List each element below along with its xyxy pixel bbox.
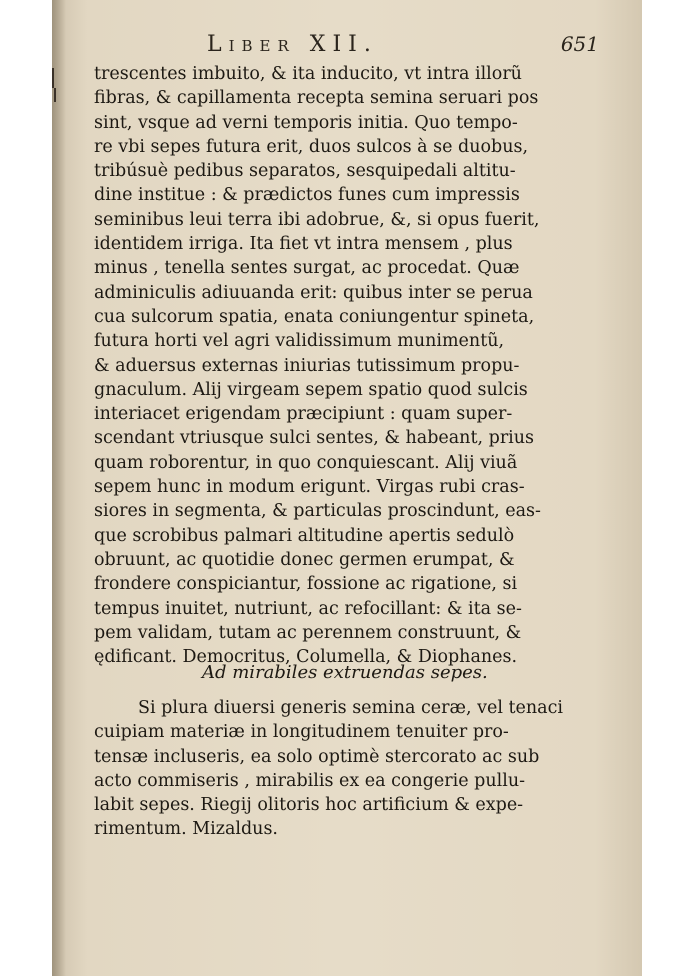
text-line: tensæ incluseris, ea solo optimè stercorato ac sub [94, 746, 540, 767]
text-line: cua sulcorum spatia, enata coniungentur spineta, [94, 306, 535, 327]
text-line: interiacet erigendam præcipiunt : quam super- [94, 404, 513, 425]
body-text [94, 62, 584, 669]
text-line: cuipiam materiæ in longitudinem tenuiter pro- [94, 722, 509, 743]
text-line: futura horti vel agri validissimum munimentũ, [94, 331, 505, 352]
text-line: Si plura diuersi generis semina ceræ, vel tenaci [138, 698, 563, 718]
text-line: dine institue : & prædictos funes cum impressis [94, 185, 520, 206]
text-line: labit sepes. Riegij olitoris hoc artificium & expe- [94, 795, 524, 816]
margin-mark [52, 68, 54, 88]
text-line: seminibus leui terra ibi adobrue, &, si opus fuerit, [94, 209, 540, 230]
text-line: identidem irriga. Ita fiet vt intra mensem , plus [94, 234, 513, 255]
section-heading: Ad mirabiles extruendas sepes. [202, 662, 488, 683]
text-line: scendant vtriusque sulci sentes, & habeant, prius [94, 428, 535, 449]
text-line: quam roborentur, in quo conquiescant. Alij viuã [94, 452, 518, 473]
text-line: tribúsuè pedibus separatos, sesquipedali altitu- [94, 161, 516, 182]
text-line: gnaculum. Alij virgeam sepem spatio quod sulcis [94, 379, 528, 400]
text-line: minus , tenella sentes surgat, ac procedat. Quæ [94, 258, 520, 279]
text-line: pem validam, tutam ac perennem construunt, & [94, 622, 522, 643]
text-line: re vbi sepes futura erit, duos sulcos à se duobus, [94, 136, 529, 157]
text-line: frondere conspiciantur, fossione ac rigatione, si [94, 574, 518, 595]
page-header [207, 32, 607, 62]
text-line: obruunt, ac quotidie donec germen erumpat, & [94, 549, 515, 570]
page-number: 651 [560, 32, 599, 56]
text-line: sint, vsque ad verni temporis initia. Quo tempo- [94, 112, 518, 133]
margin-mark [54, 88, 56, 102]
text-line: acto commiseris , mirabilis ex ea congerie pullu- [94, 770, 526, 791]
text-line: sepem hunc in modum erigunt. Virgas rubi cras- [94, 477, 525, 498]
text-line: fibras, & capillamenta recepta semina seruari pos [94, 88, 539, 109]
text-line: adminiculis adiuuanda erit: quibus inter se perua [94, 282, 533, 303]
text-line: que scrobibus palmari altitudine apertis sedulò [94, 525, 515, 546]
paragraph-mirabiles-sepes [94, 696, 584, 842]
text-line: tempus inuitet, nutriunt, ac refocillant: & ita se- [94, 598, 522, 619]
text-line: & aduersus externas iniurias tutissimum propu- [94, 355, 520, 376]
running-head: Liber XII. [207, 32, 378, 57]
text-line: ędificant. Democritus, Columella, & Diophanes. [94, 647, 518, 668]
text-line: rimentum. Mizaldus. [94, 819, 278, 840]
gutter-shadow [52, 0, 66, 976]
book-page [52, 0, 642, 976]
text-line: trescentes imbuito, & ita inducito, vt intra illorũ [94, 64, 522, 84]
text-line: siores in segmenta, & particulas proscindunt, eas- [94, 501, 541, 522]
